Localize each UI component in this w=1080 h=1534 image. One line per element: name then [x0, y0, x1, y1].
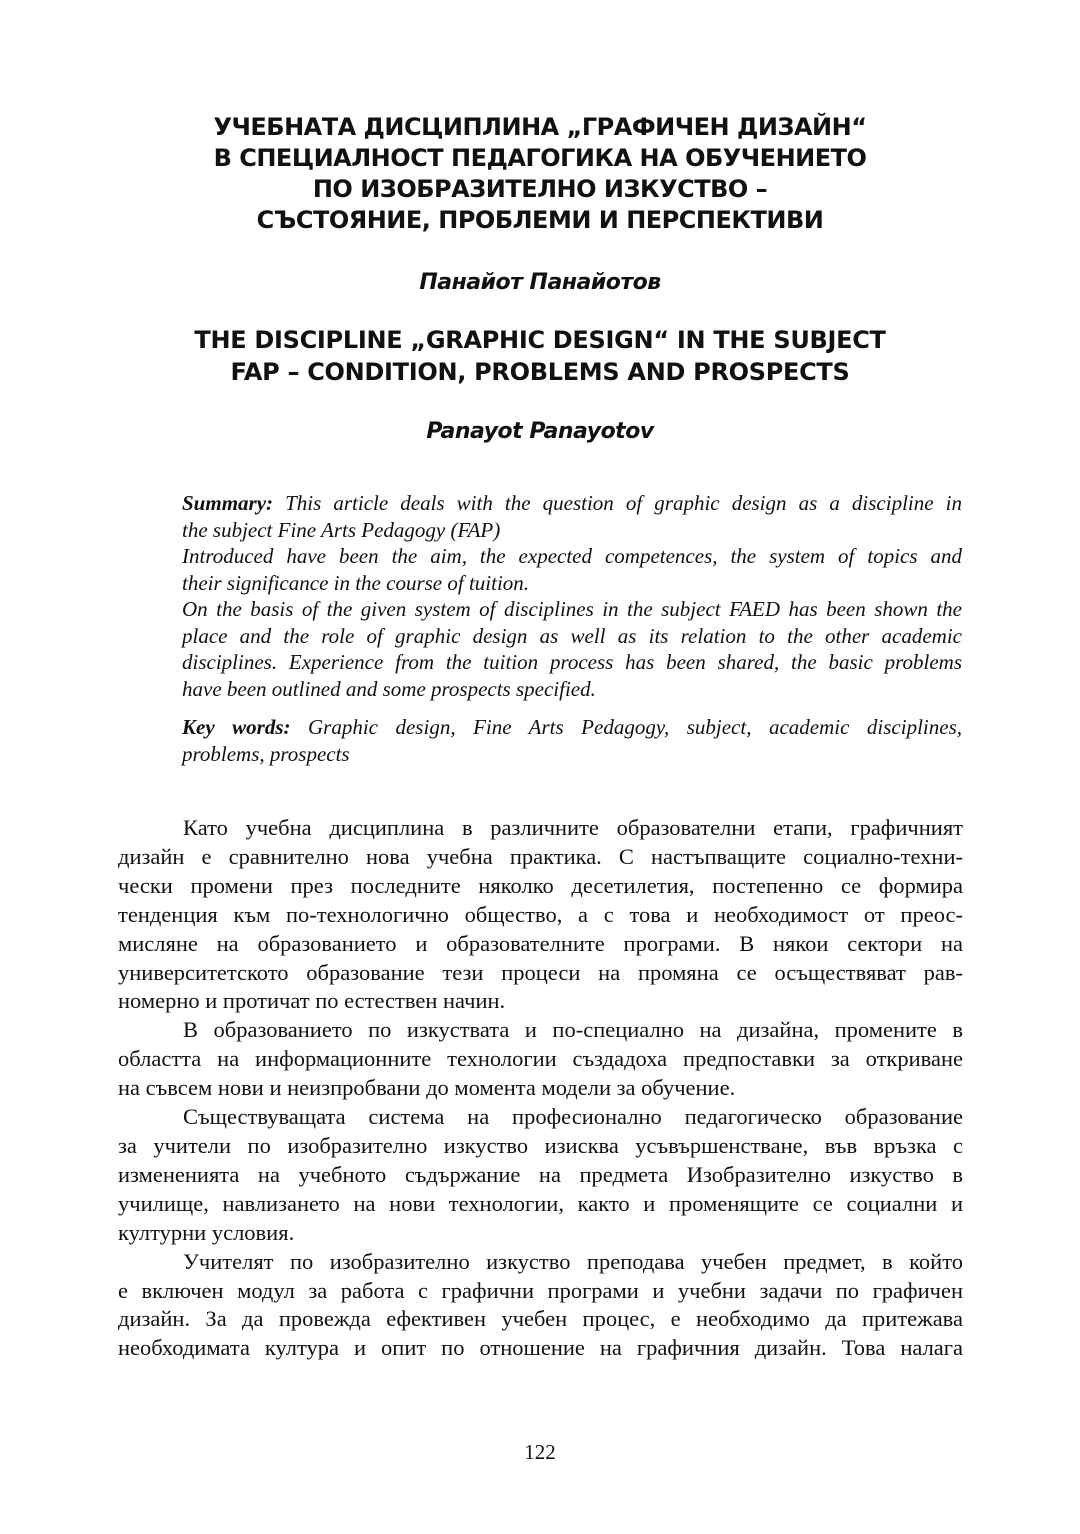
abstract-block: [182, 490, 962, 767]
summary-line: disciplines. Experience from the tuition process has been shared, the basic problems: [182, 650, 962, 674]
keywords-line: problems, prospects: [182, 741, 350, 766]
body-line: за учители по изобразително изкуство изисква усъвършенстване, във връзка с: [118, 1132, 963, 1158]
title-english: [120, 324, 960, 388]
title-bg-line: В СПЕЦИАЛНОСТ ПЕДАГОГИКА НА ОБУЧЕНИЕТО: [213, 144, 867, 172]
summary-line: have been outlined and some prospects specified.: [182, 676, 596, 701]
body-line: В образованието по изкуствата и по-специално на дизайна, промените в: [183, 1017, 963, 1043]
author-bulgarian: Панайот Панайотов: [419, 270, 661, 295]
body-line: тенденция към по-технологично общество, а с това и необходимост от преос-: [118, 901, 963, 927]
summary-line: the subject Fine Arts Pedagogy (FAP): [182, 517, 501, 542]
summary-label: Summary:: [182, 491, 274, 515]
body-line: дизайн. За да провежда ефективен учебен процес, е необходимо да притежава: [118, 1306, 963, 1332]
summary-text: This article deals with the question of graphic design as a discipline in: [273, 491, 962, 515]
body-text: [118, 814, 963, 1363]
keywords-text: Graphic design, Fine Arts Pedagogy, subject, academic disciplines,: [290, 715, 962, 739]
keywords-label: Key words:: [182, 715, 291, 739]
summary-line: Introduced have been the aim, the expected competences, the system of topics and: [182, 544, 962, 568]
title-bg-line: ПО ИЗОБРАЗИТЕЛНО ИЗКУСТВО –: [312, 175, 768, 203]
summary-line: their significance in the course of tuition.: [182, 570, 530, 595]
page-number: 122: [524, 1440, 556, 1464]
body-line: Учителят по изобразително изкуство преподава учебен предмет, в който: [183, 1248, 963, 1274]
body-line: необходимата култура и опит по отношение на графичния дизайн. Това налага: [118, 1335, 963, 1361]
body-line: Съществуващата система на професионално педагогическо образование: [183, 1104, 963, 1130]
body-line: мисляне на образованието и образователните програми. В някои сектори на: [118, 930, 963, 956]
body-line: на съвсем нови и неизпробвани до момента модели за обучение.: [118, 1075, 736, 1101]
summary: [182, 490, 962, 702]
body-line: чески промени през последните няколко десетилетия, постепенно се формира: [118, 872, 963, 898]
body-line: Като учебна дисциплина в различните образователни етапи, графичният: [183, 815, 963, 840]
body-line: е включен модул за работа с графични програми и учебни задачи по графичен: [118, 1277, 963, 1303]
title-bg-line: УЧЕБНАТА ДИСЦИПЛИНА „ГРАФИЧЕН ДИЗАЙН“: [213, 113, 867, 141]
title-bg-line: СЪСТОЯНИЕ, ПРОБЛЕМИ И ПЕРСПЕКТИВИ: [256, 206, 824, 234]
summary-line: place and the role of graphic design as well as its relation to the other academic: [182, 623, 962, 648]
keywords: [182, 714, 962, 767]
body-line: университетското образование тези процеси на промяна се осъществяват рав-: [118, 959, 963, 985]
body-line: областта на информационните технологии създадоха предпоставки за откриване: [118, 1046, 963, 1072]
title-en-line: THE DISCIPLINE „GRAPHIC DESIGN“ IN THE SUBJECT: [194, 326, 886, 354]
title-bulgarian: [120, 112, 960, 236]
title-en-line: FAP – CONDITION, PROBLEMS AND PROSPECTS: [230, 358, 850, 386]
author-english: Panayot Panayotov: [426, 419, 654, 444]
summary-line: On the basis of the given system of disciplines in the subject FAED has been shown the: [182, 597, 962, 621]
summary-line: [182, 490, 962, 517]
body-line: училище, навлизането на нови технологии, както и променящите се социални и: [118, 1190, 963, 1216]
keywords-line: [182, 714, 962, 741]
body-line: измененията на учебното съдържание на предмета Изобразително изкуство в: [118, 1161, 963, 1187]
body-line: номерно и протичат по естествен начин.: [118, 988, 506, 1014]
body-line: културни условия.: [118, 1219, 295, 1245]
body-line: дизайн е сравнително нова учебна практика. С настъпващите социално-техни-: [118, 843, 963, 869]
